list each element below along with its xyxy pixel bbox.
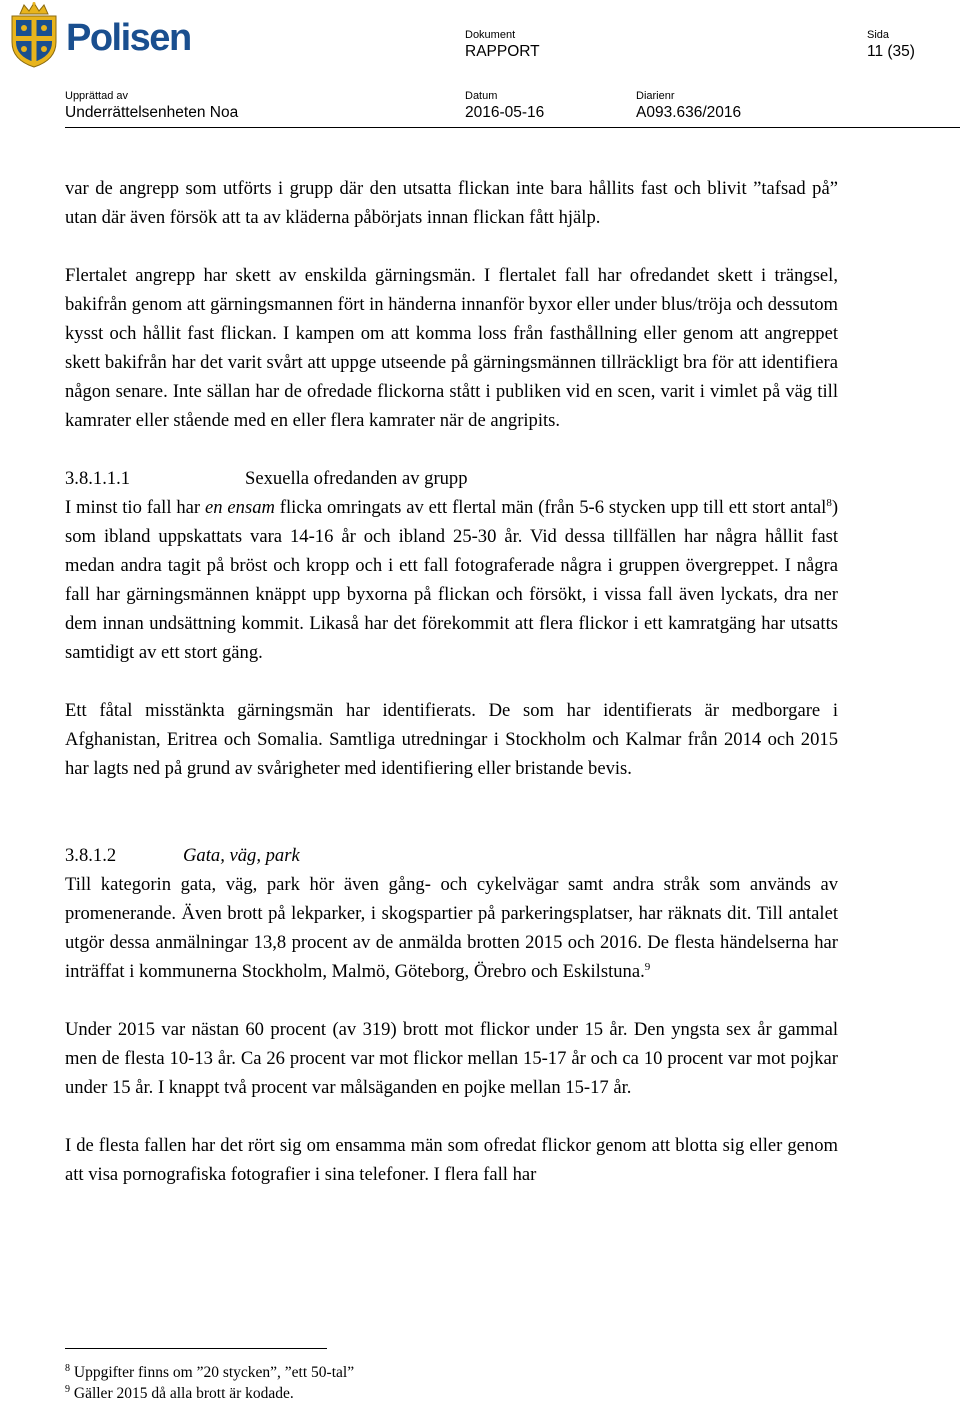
- section-number: 3.8.1.2: [65, 845, 117, 866]
- footnote-ref: 9: [644, 961, 651, 973]
- paragraph: Ett fåtal misstänkta gärningsmän har identifierats. De som har identifierats är medborgare i Afghanistan, Eritrea och Somalia. Samtliga utredningar i Stockholm och Kalmar från 2014 och 2015 har lagts ned på grund av svårigheter med identifiering eller bristande bevis.: [65, 700, 838, 779]
- paragraph: I minst tio fall har en ensam flicka omringats av ett flertal män (från 5-6 stycken upp till ett stort antal$^8$) som ibland uppskattats vara 14-16 år och ibland 25-30 år. Vid dessa tillfällen har några hållit fast medan andra tagit på bröst och kropp och i ett fall fotograferade några i gruppen övergreppet. I några fall har gärningsmännen knäppt upp byxorna på flickan och försökt, i vissa fall även lyckats, dra ner dem innan undsättning kommit. Likaså har det förekommit att flera flickor i ett kamratgäng har utsatts samtidigt av ett stort gäng.: [65, 497, 839, 663]
- footnotes: [65, 1362, 354, 1404]
- paragraph: Till kategorin gata, väg, park hör även gång- och cykelvägar samt andra stråk som används av promenerande. Även brott på lekparker, i skogspartier på parkeringsplatser, har räknats dit. Till antalet utgör dessa anmälningar 13,8 procent av de anmälda brotten 2015 och 2016. De flesta händelserna har inträffat i kommunerna Stockholm, Malmö, Göteborg, Örebro och Eskilstuna.$^9$: [65, 874, 838, 982]
- prepared-by: [65, 89, 238, 122]
- emphasis: en ensam: [205, 497, 275, 518]
- section-title: Sexuella ofredanden av grupp: [245, 468, 468, 489]
- document-type: [465, 28, 540, 61]
- section-heading: [65, 841, 838, 870]
- footnote-ref: 8: [826, 497, 832, 509]
- police-crest-icon: [6, 2, 62, 68]
- date-label: Datum: [465, 90, 498, 102]
- diary-label: Diarienr: [636, 90, 675, 102]
- paragraph: Under 2015 var nästan 60 procent (av 319) brott mot flickor under 15 år. Den yngsta sex år gammal men de flesta 10-13 år. Ca 26 procent var mot flickor mellan 15-17 år och ca 10 procent var mot pojkar under 15 år. I knappt två procent var målsäganden en pojke mellan 15-17 år.: [65, 1019, 838, 1098]
- page-number: [867, 28, 915, 61]
- diary-number: [636, 89, 741, 122]
- section-heading: [65, 464, 838, 493]
- date-value: 2016-05-16: [465, 104, 545, 121]
- paragraph: Flertalet angrepp har skett av enskilda gärningsmän. I flertalet fall har ofredandet skett i trängsel, bakifrån genom att gärningsmannen fört in händerna innanför byxor eller under blus/tröja och dessutom kysst och hållit fast flickan. I kampen om att komma loss från fasthållning eller genom att angreppet skett bakifrån har det varit svårt att uppge utseende på gärningsmännen tillräckligt bra för att identifiera någon senare. Inte sällan har de ofredade flickorna stått i publiken vid en scen, varit i vimlet på väg till kamrater eller stående med en eller flera kamrater när de angripits.: [65, 265, 838, 431]
- paragraph: var de angrepp som utförts i grupp där den utsatta flickan inte bara hållits fast och blivit ”tafsad på” utan där även försök att ta av kläderna påbörjats innan flickan fått hjälp.: [65, 178, 838, 228]
- paragraph: I de flesta fallen har det rört sig om ensamma män som ofredat flickor genom att blotta sig eller genom att visa pornografiska fotografier i sina telefoner. I flera fall har: [65, 1135, 838, 1185]
- page-label: Sida: [867, 29, 890, 41]
- footnote: $^8$ Uppgifter finns om ”20 stycken”, ”ett 50-tal”: [65, 1363, 355, 1381]
- diary-value: A093.636/2016: [636, 104, 742, 121]
- footnote: $^9$ Gäller 2015 då alla brott är kodade.: [65, 1384, 294, 1402]
- report-body: [65, 174, 838, 1189]
- document-label: Dokument: [465, 29, 516, 41]
- page-value: 11 (35): [867, 43, 915, 60]
- report-date: [465, 89, 544, 122]
- prepared-label: Upprättad av: [65, 90, 128, 102]
- polisen-logo: [6, 2, 206, 68]
- footnote-divider: [65, 1348, 327, 1349]
- section-number: 3.8.1.1.1: [65, 468, 131, 489]
- header-divider: [65, 127, 960, 128]
- prepared-value: Underrättelsenheten Noa: [65, 104, 239, 121]
- document-value: RAPPORT: [465, 43, 540, 60]
- logo-wordmark: Polisen: [66, 17, 191, 59]
- section-title: Gata, väg, park: [183, 845, 300, 866]
